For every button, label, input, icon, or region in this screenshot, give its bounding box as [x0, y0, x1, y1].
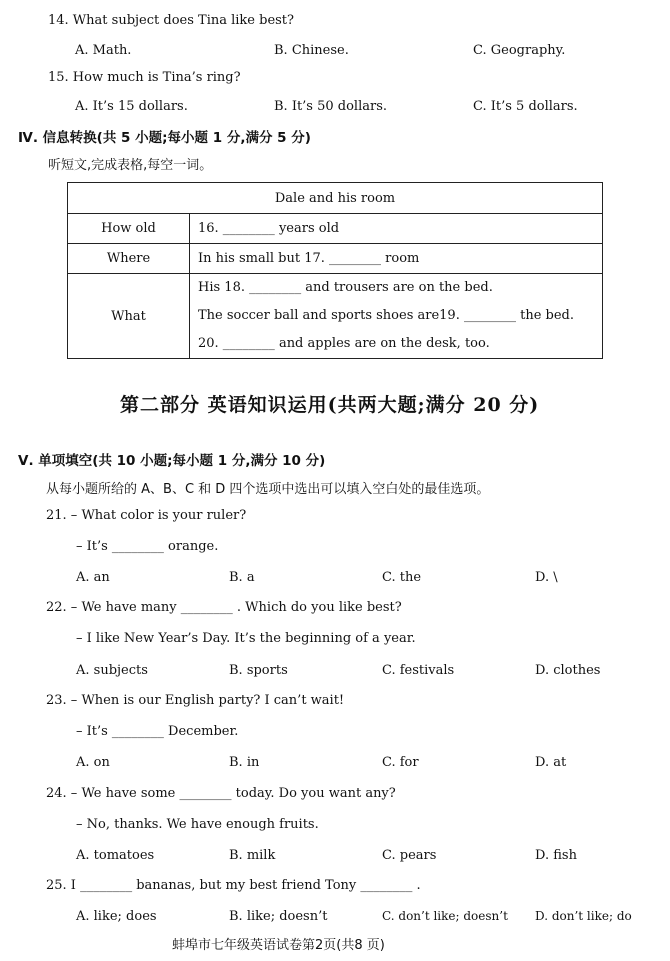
section-5-instruction: 从每小题所给的 A、B、C 和 D 四个选项中选出可以填入空白处的最佳选项。 — [46, 482, 490, 497]
q14-stem: 14. What subject does Tina like best? — [48, 13, 295, 28]
q24-line2: – No, thanks. We have enough fruits. — [76, 817, 319, 832]
q25-option-a: A. like; does — [76, 909, 157, 924]
q23-option-b: B. in — [229, 755, 260, 770]
q23-line2: – It’s ________ December. — [76, 724, 239, 739]
q22-line1: 22. – We have many ________ . Which do you like best? — [46, 600, 402, 615]
page-footer: 蚌埠市七年级英语试卷第2页(共8 页) — [172, 938, 385, 953]
section-5-heading: Ⅴ. 单项填空(共 10 小题;每小题 1 分,满分 10 分) — [18, 453, 326, 469]
row-text-20: 20. ________ and apples are on the desk, too. — [198, 336, 490, 351]
q25-option-b: B. like; doesn’t — [229, 909, 328, 924]
section-4-instruction: 听短文,完成表格,每空一词。 — [48, 158, 213, 173]
q24-option-d: D. fish — [535, 848, 577, 863]
q23-line1: 23. – When is our English party? I can’t wait! — [46, 693, 345, 708]
table-title: Dale and his room — [68, 183, 603, 214]
q21-option-c: C. the — [382, 570, 422, 585]
q21-line1: 21. – What color is your ruler? — [46, 508, 247, 523]
row-label-how-old: How old — [68, 214, 190, 244]
q24-option-b: B. milk — [229, 848, 276, 863]
q21-line2: – It’s ________ orange. — [76, 539, 219, 554]
q25-line1: 25. I ________ bananas, but my best friend Tony ________ . — [46, 878, 421, 893]
q21-option-a: A. an — [76, 570, 110, 585]
q22-option-d: D. clothes — [535, 663, 601, 678]
q24-option-a: A. tomatoes — [76, 848, 155, 863]
row-text-17: In his small but 17. ________ room — [190, 244, 603, 274]
q21-option-b: B. a — [229, 570, 255, 585]
row-label-what: What — [68, 274, 190, 359]
q25-option-c: C. don’t like; doesn’t — [382, 909, 508, 923]
row-what-cell — [190, 274, 603, 359]
q14-option-b: B. Chinese. — [274, 43, 349, 58]
q24-option-c: C. pears — [382, 848, 437, 863]
q25-option-d: D. don’t like; do — [535, 909, 632, 923]
q23-option-d: D. at — [535, 755, 567, 770]
row-label-where: Where — [68, 244, 190, 274]
q23-option-a: A. on — [76, 755, 110, 770]
q15-stem: 15. How much is Tina’s ring? — [48, 70, 241, 85]
row-text-19: The soccer ball and sports shoes are19. ________ the bed. — [198, 308, 574, 323]
q24-line1: 24. – We have some ________ today. Do you want any? — [46, 786, 396, 801]
section-4-heading: Ⅳ. 信息转换(共 5 小题;每小题 1 分,满分 5 分) — [18, 130, 311, 146]
row-text-18: His 18. ________ and trousers are on the bed. — [198, 280, 493, 295]
q22-line2: – I like New Year’s Day. It’s the beginning of a year. — [76, 631, 416, 646]
row-text-16: 16. ________ years old — [190, 214, 603, 244]
q22-option-a: A. subjects — [76, 663, 148, 678]
q23-option-c: C. for — [382, 755, 419, 770]
q15-option-b: B. It’s 50 dollars. — [274, 99, 388, 114]
info-table — [67, 182, 603, 359]
q21-option-d: D. \ — [535, 570, 558, 585]
q14-option-a: A. Math. — [75, 43, 132, 58]
q15-option-a: A. It’s 15 dollars. — [75, 99, 188, 114]
part-2-heading: 第二部分 英语知识运用(共两大题;满分 20 分) — [120, 394, 540, 416]
q15-option-c: C. It’s 5 dollars. — [473, 99, 578, 114]
q14-option-c: C. Geography. — [473, 43, 566, 58]
q22-option-b: B. sports — [229, 663, 288, 678]
q22-option-c: C. festivals — [382, 663, 455, 678]
